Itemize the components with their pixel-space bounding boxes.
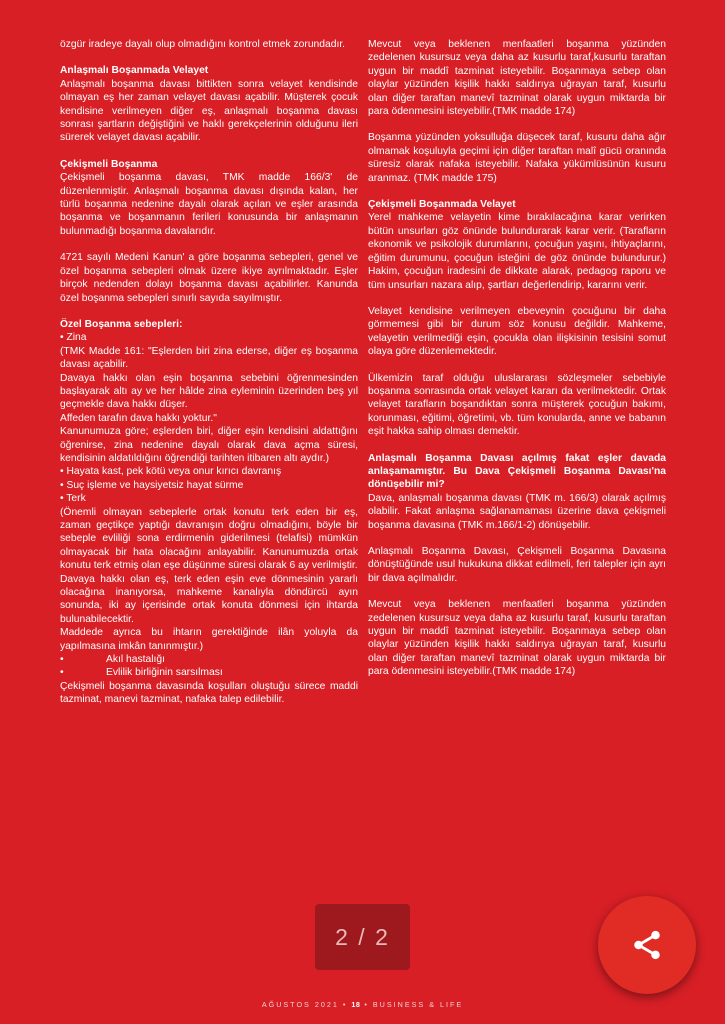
- body-paragraph: Anlaşmalı Boşanma Davası, Çekişmeli Boşanma Davasına dönüştüğünde usul hukukuna dikkat edilmeli, feri talepler için ayrı bir dava açılmalıdır.: [368, 546, 666, 584]
- paragraph-gap: [60, 145, 358, 158]
- share-icon: [630, 928, 664, 962]
- section-heading: Anlaşmalı Boşanma Davası açılmış fakat eşler davada anlaşamamıştır. Bu Dava Çekişmeli Boşanma Davası'na dönüşebilir mi?: [368, 452, 666, 491]
- footer-separator: •: [342, 1000, 352, 1009]
- body-paragraph: (Önemli olmayan sebeplerle ortak konutu terk eden bir eş, zaman geçtikçe yaptığı davranışın doğru olmadığını, böyle bir sebeple evliliği sona erdirmenin giderilmesi (telafisi) mümkün olmayacak bir hata olacağını anlayabilir. Kanunumuzda ortak konutu terk etmiş olan eşe düşünme süresi olarak 6 ay verilmiştir.: [60, 506, 358, 572]
- body-paragraph: Davaya hakkı olan eş, terk eden eşin eve dönmesinin yararlı olacağına inanıyorsa, mahkeme kanalıyla döndürcü ayın sonunda, iki ay içerisinde ortak konuta dönmesi için ihtarda bulunabilecektir.: [60, 573, 358, 625]
- paragraph-gap: [60, 51, 358, 64]
- list-item: • Terk: [60, 493, 86, 505]
- section-heading: Çekişmeli Boşanmada Velayet: [368, 199, 516, 211]
- list-item: • Hayata kast, pek kötü veya onur kırıcı davranış: [60, 466, 282, 478]
- body-paragraph: Dava, anlaşmalı boşanma davası (TMK m. 166/3) olarak açılmış olabilir. Fakat anlaşma sağlanamaması üzerine dava çekişmeli boşanma davasına (TMK m.166/1-2) dönüşebilir.: [368, 492, 666, 531]
- paragraph-gap: [60, 305, 358, 318]
- body-paragraph: Çekişmeli boşanma davası, TMK madde 166/3' de düzenlenmiştir. Anlaşmalı boşanma davası dışında kalan, her türlü boşanma nedenine dayalı olarak açılan ve eşler arasında boşanma ve boşanmanın ferileri konusunda bir anlaşmanın bulunmadığı boşanma davalarıdır.: [60, 172, 358, 237]
- paragraph-gap: [368, 439, 666, 452]
- section-heading: Anlaşmalı Boşanmada Velayet: [60, 65, 209, 77]
- body-paragraph: Davaya hakkı olan eşin boşanma sebebini öğrenmesinden başlayarak altı ay ve her hâlde zina eyleminin üzerinden beş yıl geçmekle dava hakkı düşer.: [60, 372, 358, 411]
- body-paragraph: Ülkemizin taraf olduğu uluslararası sözleşmeler sebebiyle boşanma sonrasında ortak velayet kararı da verilmektedir. Ortak velayet tarafların boşandıktan sonra müşterek çocuğun bakımı, korunması, eğitimi, öğretimi, vb. tüm konularda, anne ve babanın eşit hakka sahip olması demektir.: [368, 372, 666, 438]
- share-button[interactable]: [598, 896, 696, 994]
- paragraph-gap: [368, 118, 666, 131]
- paragraph-gap: [368, 585, 666, 598]
- page-indicator: 2 / 2: [315, 904, 410, 970]
- paragraph-gap: [368, 185, 666, 198]
- left-column: [60, 38, 358, 707]
- bullet-item: • Akıl hastalığı: [60, 653, 358, 666]
- page-footer: [0, 1000, 725, 1009]
- body-paragraph: Anlaşmalı boşanma davası bittikten sonra velayet kendisinde olmayan eş her zaman velayet davası açabilir. Müşterek çocuk kendisine verilmeyen diğer eş, anlaşmalı boşanma davası sonrası şartların değiştiğini ve haklı gerekçelerinin olduğunu ileri sürerek velayet davası açabilir.: [60, 78, 358, 144]
- body-paragraph: Velayet kendisine verilmeyen ebeveynin çocuğunu bir daha görmemesi gibi bir durum söz konusu değildir. Mahkeme, velayetin verilmediği eşin, çocukla olan ilişkisinin tesisini somut olaya göre düzenlemektedir.: [368, 305, 666, 358]
- list-item: Affeden tarafın dava hakkı yoktur.": [60, 412, 217, 424]
- body-paragraph: Mevcut veya beklenen menfaatleri boşanma yüzünden zedelenen kusursuz veya daha az kusurlu taraf, kusurlu taraftan uygun bir maddî tazminat isteyebilir. Boşanmaya sebep olan olaylar yüzünden kişilik hakkı saldırıya uğrayan taraf, kusurlu olan diğer taraftan manevî tazminat olarak uygun miktarda bir para ödenmesini isteyebilir.(TMK madde 174): [368, 599, 666, 678]
- body-paragraph: (TMK Madde 161: "Eşlerden biri zina ederse, diğer eş boşanma davası açabilir.: [60, 345, 358, 371]
- paragraph-gap: [368, 359, 666, 372]
- list-item: • Zina: [60, 332, 87, 344]
- body-paragraph: özgür iradeye dayalı olup olmadığını kontrol etmek zorundadır.: [60, 39, 346, 50]
- paragraph-gap: [60, 238, 358, 251]
- section-heading: Çekişmeli Boşanma: [60, 158, 158, 170]
- list-item: • Suç işleme ve haysiyetsiz hayat sürme: [60, 479, 244, 491]
- paragraph-gap: [368, 292, 666, 305]
- body-paragraph: Mevcut veya beklenen menfaatleri boşanma yüzünden zedelenen kusursuz veya daha az kusurlu taraf,kusurlu taraftan uygun bir maddî tazminat isteyebilir. Boşanmaya sebep olan olaylar yüzünden kişilik hakkı saldırıya uğrayan taraf, kusurlu olan diğer taraftan manevî tazminat olarak uygun miktarda bir para ödenmesini isteyebilir.(TMK madde 174): [368, 39, 666, 118]
- footer-date: AĞUSTOS 2021: [261, 1000, 339, 1009]
- right-column: [368, 38, 666, 679]
- bullet-item: • Evlilik birliğinin sarsılması: [60, 666, 358, 679]
- body-paragraph: 4721 sayılı Medeni Kanun' a göre boşanma sebepleri, genel ve özel boşanma sebepleri olmak üzere ikiye ayrılmaktadır. Eşler birçok nedenden dolayı boşanma davası açabilirler. Kanunda özel boşanma sebepleri sınırlı sayıda sayılmıştır.: [60, 252, 358, 304]
- body-paragraph: Maddede ayrıca bu ihtarın gerektiğinde ilân yoluyla da yapılmasına imkân tanınmıştır.): [60, 627, 358, 652]
- section-heading: Özel Boşanma sebepleri:: [60, 318, 183, 330]
- footer-separator: •: [364, 1000, 373, 1009]
- footer-page-number: 18: [351, 1000, 361, 1009]
- footer-magazine: BUSINESS & LIFE: [372, 1000, 464, 1009]
- body-paragraph: Çekişmeli boşanma davasında koşulları oluştuğu sürece maddi tazminat, manevi tazminat, nafaka talep edilebilir.: [60, 680, 358, 706]
- body-paragraph: Kanunumuza göre; eşlerden biri, diğer eşin kendisini aldattığını öğrenirse, zina nedenine dayalı olarak dava açma süresi, kendisinin aldatıldığını öğrendiği tarihten itibaren altı aydır.): [60, 426, 358, 464]
- paragraph-gap: [368, 532, 666, 545]
- body-paragraph: Boşanma yüzünden yoksulluğa düşecek taraf, kusuru daha ağır olmamak koşuluyla geçimi için diğer taraftan malî gücü oranında süresiz olarak nafaka isteyebilir. Nafaka yükümlüsünün kusuru aranmaz. (TMK madde 175): [368, 132, 666, 184]
- body-paragraph: Yerel mahkeme velayetin kime bırakılacağına karar verirken bütün unsurları göz önünde bulundurarak karar verir. (Tarafların ekonomik ve psikolojik durumlarını, çocuğun yaşını, ihtiyaçlarını, eğitim durumunu, çocuğun isteğini de göz önünde bulundurur.) Hakim, çocuğun iradesini de dikkate alarak, pedagog raporu ve tüm unsurları nazara alıp, şartları değerlendirip, kararını verir.: [368, 212, 666, 291]
